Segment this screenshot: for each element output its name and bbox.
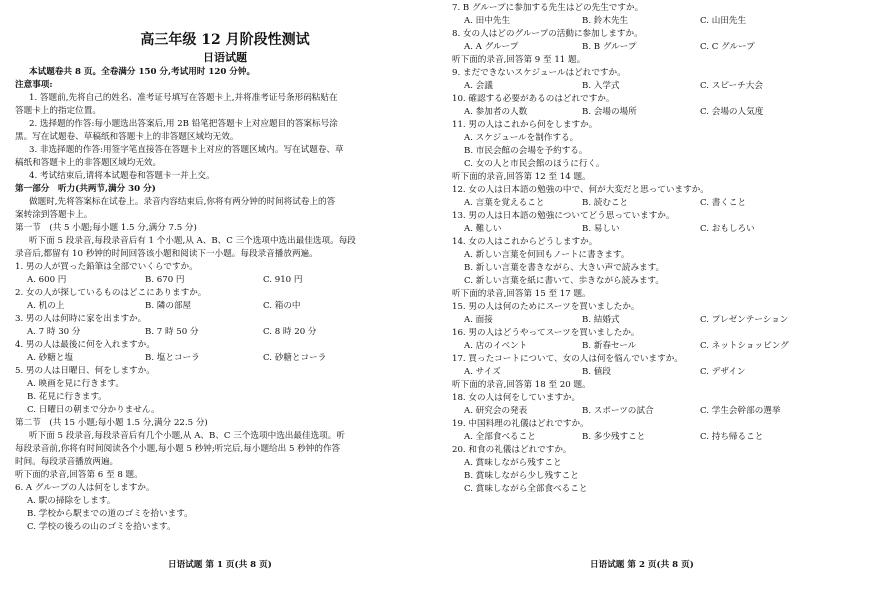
question-12: 12. 女の人は日本語の勉強の中で、何が大変だと思っていますか。 bbox=[452, 185, 709, 195]
option-b[interactable]: B. 易しい bbox=[582, 224, 620, 234]
option-b[interactable]: B. 入学式 bbox=[582, 81, 620, 91]
options-12 bbox=[452, 197, 870, 210]
exam-subtitle: 日语试题 bbox=[203, 51, 247, 64]
question-4: 4. 男の人は最後に何を入れますか。 bbox=[15, 340, 155, 350]
option-b[interactable]: B. 読むこと bbox=[582, 198, 629, 208]
option-c[interactable]: C. プレゼンテーション bbox=[700, 315, 789, 325]
option-a[interactable]: A. 新しい言葉を何回もノートに書きます。 bbox=[464, 250, 630, 260]
option-b[interactable]: B. 賞味しながら少し残すこと bbox=[464, 471, 579, 481]
question-10: 10. 確認する必要があるのはどれですか。 bbox=[452, 94, 615, 104]
option-c[interactable]: C. ネットショッピング bbox=[700, 341, 789, 351]
option-a[interactable]: A. A グループ bbox=[464, 42, 519, 52]
option-b[interactable]: B. 塩とコーラ bbox=[145, 353, 200, 363]
part1-desc: 案转涂到答题卡上。 bbox=[15, 210, 93, 220]
option-b[interactable]: B. 花見に行きます。 bbox=[27, 392, 107, 402]
option-a[interactable]: A. 全部食べること bbox=[464, 432, 536, 442]
listen-instruction: 听下面的录音,回答第 6 至 8 题。 bbox=[15, 470, 143, 480]
option-a[interactable]: A. 会議 bbox=[464, 81, 493, 91]
section2-desc: 每段录音前,你将有时间阅读各个小题,每小题 5 秒钟;听完后,每小题给出 5 秒钟的作答 bbox=[15, 444, 341, 454]
options-1 bbox=[15, 274, 435, 287]
section1-heading: 第一节 (共 5 小题;每小题 1.5 分,满分 7.5 分) bbox=[15, 223, 197, 233]
option-a[interactable]: A. サイズ bbox=[464, 367, 501, 377]
section2-heading: 第二节 (共 15 小题;每小题 1.5 分,满分 22.5 分) bbox=[15, 418, 208, 428]
notice-line: 2. 选择题的作答:每小题选出答案后,用 2B 铅笔把答题卡上对应题目的答案标号涂 bbox=[29, 119, 338, 129]
option-a[interactable]: A. 田中先生 bbox=[464, 16, 511, 26]
section2-desc: 听下面 5 段录音,每段录音后有几个小题,从 A、B、C 三个选项中选出最佳选项。听 bbox=[29, 431, 345, 441]
option-c[interactable]: C. 910 円 bbox=[263, 275, 303, 285]
option-b[interactable]: B. 値段 bbox=[582, 367, 611, 377]
option-b[interactable]: B. 新しい言葉を書きながら、大きい声で読みます。 bbox=[464, 263, 665, 273]
question-7: 7. B グループに参加する先生はどの先生ですか。 bbox=[452, 3, 644, 13]
section1-desc: 听下面 5 段录音,每段录音后有 1 个小题,从 A、B、C 三个选项中选出最佳选项。每段 bbox=[29, 236, 356, 246]
option-a[interactable]: A. 砂糖と塩 bbox=[27, 353, 74, 363]
question-20: 20. 和食の礼儀はどれですか。 bbox=[452, 445, 572, 455]
options-8 bbox=[452, 41, 870, 54]
option-c[interactable]: C. 学生会幹部の選挙 bbox=[700, 406, 781, 416]
option-a[interactable]: A. 研究会の発表 bbox=[464, 406, 528, 416]
part1-desc: 做题时,先将答案标在试卷上。录音内容结束后,你将有两分钟的时间将试卷上的答 bbox=[29, 197, 336, 207]
question-2: 2. 女の人が探しているものはどこにありますか。 bbox=[15, 288, 207, 298]
page-1-footer: 日语试题 第 1 页(共 8 页) bbox=[168, 560, 272, 570]
notice-line: 3. 非选择题的作答:用签字笔直接答在答题卡上对应的答题区域内。写在试题卷、草 bbox=[29, 145, 344, 155]
option-c[interactable]: C. 砂糖とコーラ bbox=[263, 353, 327, 363]
notice-heading: 注意事项: bbox=[15, 80, 53, 90]
listen-instruction: 听下面的录音,回答第 15 至 17 题。 bbox=[452, 289, 591, 299]
option-a[interactable]: A. 面接 bbox=[464, 315, 493, 325]
option-b[interactable]: B. 670 円 bbox=[145, 275, 185, 285]
option-c[interactable]: C. 8 時 20 分 bbox=[263, 327, 317, 337]
question-5: 5. 男の人は日曜日、何をしますか。 bbox=[15, 366, 155, 376]
option-b[interactable]: B. 学校から駅までの道のゴミを拾います。 bbox=[27, 509, 193, 519]
question-17: 17. 買ったコートについて、女の人は何を悩んでいますか。 bbox=[452, 354, 683, 364]
options-15 bbox=[452, 314, 870, 327]
option-a[interactable]: A. 映画を見に行きます。 bbox=[27, 379, 124, 389]
option-c[interactable]: C. デザイン bbox=[700, 367, 746, 377]
option-a[interactable]: A. 賞味しながら残すこと bbox=[464, 458, 562, 468]
option-b[interactable]: B. 会場の場所 bbox=[582, 107, 637, 117]
listen-instruction: 听下面的录音,回答第 12 至 14 题。 bbox=[452, 172, 591, 182]
section1-desc: 录音后,都留有 10 秒钟的时间回答该小题和阅读下一小题。每段录音播放两遍。 bbox=[15, 249, 318, 259]
option-c[interactable]: C. 学校の後ろの山のゴミを拾います。 bbox=[27, 522, 176, 532]
option-b[interactable]: B. 隣の部屋 bbox=[145, 301, 192, 311]
options-2 bbox=[15, 300, 435, 313]
question-13: 13. 男の人は日本語の勉強についてどう思っていますか。 bbox=[452, 211, 675, 221]
option-a[interactable]: A. 600 円 bbox=[27, 275, 67, 285]
option-a[interactable]: A. 難しい bbox=[464, 224, 502, 234]
option-b[interactable]: B. スポーツの試合 bbox=[582, 406, 654, 416]
option-c[interactable]: C. C グループ bbox=[700, 42, 755, 52]
option-c[interactable]: C. スピーチ大会 bbox=[700, 81, 763, 91]
page-2 bbox=[452, 2, 870, 496]
option-a[interactable]: A. スケジュールを制作する。 bbox=[464, 133, 579, 143]
question-14: 14. 女の人はこれからどうしますか。 bbox=[452, 237, 598, 247]
option-c[interactable]: C. 書くこと bbox=[700, 198, 747, 208]
question-3: 3. 男の人は何時に家を出ますか。 bbox=[15, 314, 147, 324]
notice-line: 1. 答题前,先将自己的姓名、准考证号填写在答题卡上,并将准考证号条形码粘贴在 bbox=[29, 93, 338, 103]
notice-line: 答题卡上的指定位置。 bbox=[15, 106, 101, 116]
option-b[interactable]: B. 7 時 50 分 bbox=[145, 327, 199, 337]
option-a[interactable]: A. 駅の掃除をします。 bbox=[27, 496, 116, 506]
question-19: 19. 中国料理の礼儀はどれですか。 bbox=[452, 419, 589, 429]
option-b[interactable]: B. 多少残すこと bbox=[582, 432, 646, 442]
option-c[interactable]: C. 新しい言葉を紙に書いて、歩きながら読みます。 bbox=[464, 276, 664, 286]
page-2-footer: 日语试题 第 2 页(共 8 页) bbox=[590, 560, 694, 570]
options-13 bbox=[452, 223, 870, 236]
option-c[interactable]: C. 箱の中 bbox=[263, 301, 301, 311]
option-c[interactable]: C. 日曜日の朝まで分かりません。 bbox=[27, 405, 160, 415]
option-a[interactable]: A. 店のイベント bbox=[464, 341, 528, 351]
question-18: 18. 女の人は何をしていますか。 bbox=[452, 393, 581, 403]
option-a[interactable]: A. 机の上 bbox=[27, 301, 65, 311]
question-6: 6. A グループの人は何をしますか。 bbox=[15, 483, 155, 493]
options-16 bbox=[452, 340, 870, 353]
notice-line: 稿纸和答题卡上的非答题区域均无效。 bbox=[15, 158, 162, 168]
question-1: 1. 男の人が買った鉛筆は全部でいくらですか。 bbox=[15, 262, 198, 272]
question-8: 8. 女の人はどのグループの活動に参加しますか。 bbox=[452, 29, 643, 39]
options-19 bbox=[452, 431, 870, 444]
option-c[interactable]: C. 女の人と市民会館のほうに行く。 bbox=[464, 159, 605, 169]
listen-instruction: 听下面的录音,回答第 18 至 20 题。 bbox=[452, 380, 591, 390]
option-b[interactable]: B. 市民会館の会場を予約する。 bbox=[464, 146, 588, 156]
options-18 bbox=[452, 405, 870, 418]
option-c[interactable]: C. おもしろい bbox=[700, 224, 755, 234]
question-16: 16. 男の人はどうやってスーツを買いましたか。 bbox=[452, 328, 640, 338]
option-a[interactable]: A. 言葉を覚えること bbox=[464, 198, 545, 208]
options-3 bbox=[15, 326, 435, 339]
option-c[interactable]: C. 山田先生 bbox=[700, 16, 747, 26]
listen-instruction: 听下面的录音,回答第 9 至 11 题。 bbox=[452, 55, 586, 65]
notice-line: 黑。写在试题卷、草稿纸和答题卡上的非答题区域均无效。 bbox=[15, 132, 239, 142]
option-b[interactable]: B. B グループ bbox=[582, 42, 637, 52]
question-15: 15. 男の人は何のためにスーツを買いましたか。 bbox=[452, 302, 640, 312]
option-b[interactable]: B. 結婚式 bbox=[582, 315, 620, 325]
question-11: 11. 男の人はこれから何をしますか。 bbox=[452, 120, 598, 130]
options-9 bbox=[452, 80, 870, 93]
option-b[interactable]: B. 新春セール bbox=[582, 341, 637, 351]
option-b[interactable]: B. 鈴木先生 bbox=[582, 16, 629, 26]
options-17 bbox=[452, 366, 870, 379]
options-7 bbox=[452, 15, 870, 28]
question-9: 9. まだできないスケジュールはどれですか。 bbox=[452, 68, 626, 78]
option-c[interactable]: C. 賞味しながら全部食べること bbox=[464, 484, 588, 494]
option-a[interactable]: A. 7 時 30 分 bbox=[27, 327, 81, 337]
exam-title: 高三年级 12 月阶段性测试 bbox=[140, 32, 310, 48]
option-c[interactable]: C. 会場の人気度 bbox=[700, 107, 764, 117]
exam-info: 本试题卷共 8 页。全卷满分 150 分,考试用时 120 分钟。 bbox=[29, 67, 256, 77]
section2-desc: 时间。每段录音播放两遍。 bbox=[15, 457, 119, 467]
options-4 bbox=[15, 352, 435, 365]
part1-heading: 第一部分 听力(共两节,满分 30 分) bbox=[15, 184, 156, 194]
options-10 bbox=[452, 106, 870, 119]
option-a[interactable]: A. 参加者の人数 bbox=[464, 107, 528, 117]
page-1 bbox=[15, 0, 435, 534]
notice-line: 4. 考试结束后,请将本试题卷和答题卡一并上交。 bbox=[29, 171, 215, 181]
option-c[interactable]: C. 持ち帰ること bbox=[700, 432, 764, 442]
